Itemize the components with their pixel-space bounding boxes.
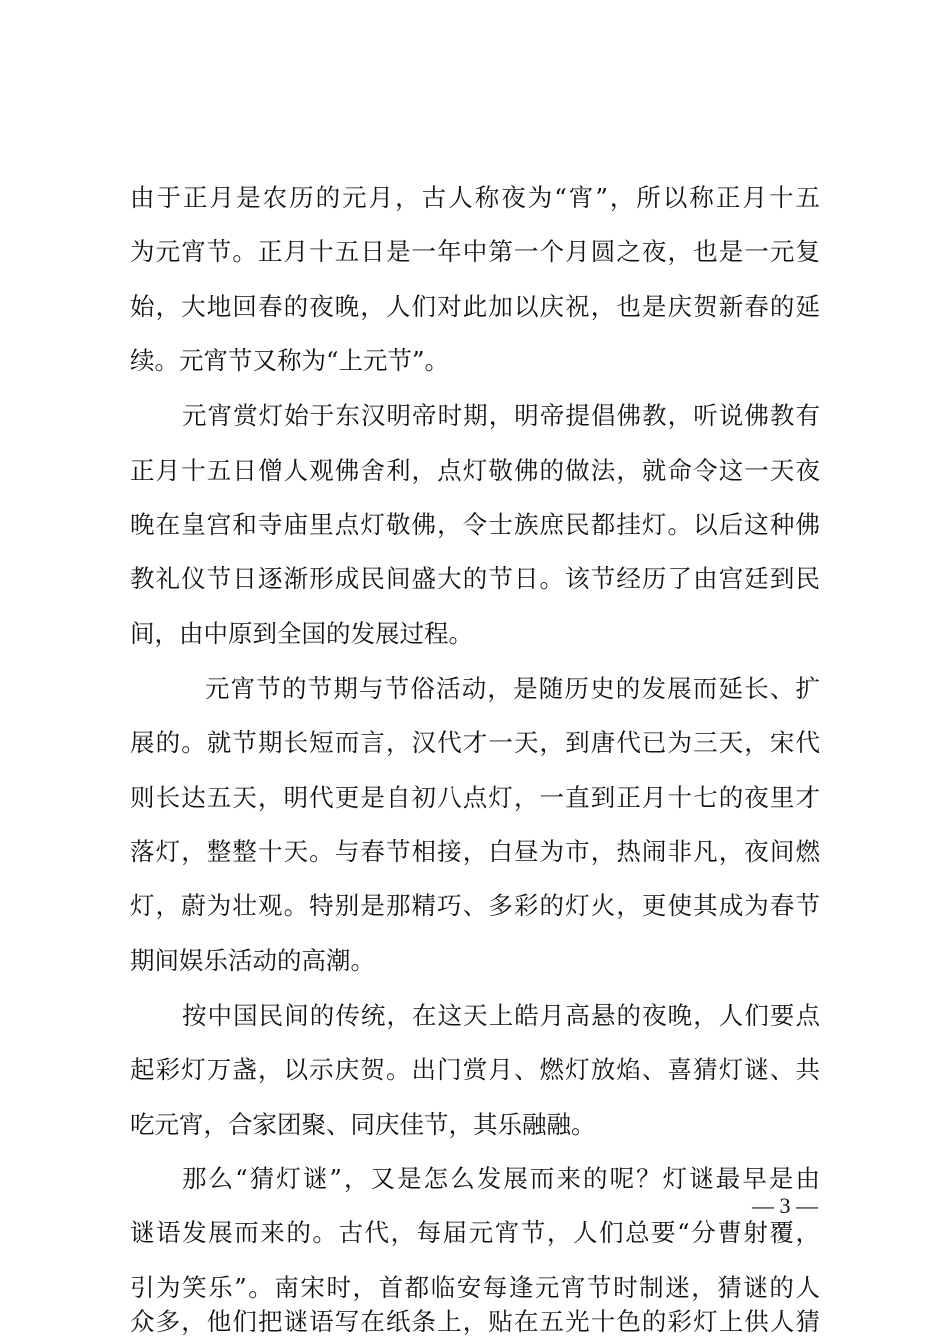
paragraph-5-line-3: 引为笑乐”。南宋时，首都临安每逢元宵节时制迷，猜谜的人 bbox=[130, 1273, 820, 1302]
paragraph-1-line-4: 续。元宵节又称为“上元节”。 bbox=[130, 346, 450, 375]
page-number: — 3 — bbox=[752, 1193, 818, 1218]
paragraph-4-line-3: 吃元宵，合家团聚、同庆佳节，其乐融融。 bbox=[130, 1110, 596, 1139]
paragraph-3-line-1: 元宵节的节期与节俗活动，是随历史的发展而延长、扩 bbox=[205, 674, 820, 703]
paragraph-4-line-1: 按中国民间的传统，在这天上皓月高悬的夜晚，人们要点 bbox=[182, 1001, 820, 1030]
paragraph-3-line-4: 落灯，整整十天。与春节相接，白昼为市，热闹非凡，夜间燃 bbox=[130, 837, 820, 866]
paragraph-3-line-6: 期间娱乐活动的高潮。 bbox=[130, 946, 375, 975]
paragraph-1-line-3: 始，大地回春的夜晚，人们对此加以庆祝，也是庆贺新春的延 bbox=[130, 292, 820, 321]
paragraph-4-line-2: 起彩灯万盏，以示庆贺。出门赏月、燃灯放焰、喜猜灯谜、共 bbox=[130, 1055, 820, 1084]
paragraph-2-line-3: 晚在皇宫和寺庙里点灯敬佛，令士族庶民都挂灯。以后这种佛 bbox=[130, 510, 820, 539]
paragraph-2-line-4: 教礼仪节日逐渐形成民间盛大的节日。该节经历了由宫廷到民 bbox=[130, 564, 820, 593]
paragraph-3-line-5: 灯，蔚为壮观。特别是那精巧、多彩的灯火，更使其成为春节 bbox=[130, 891, 820, 920]
paragraph-5-line-4: 众多，他们把谜语写在纸条上，贴在五光十色的彩灯上供人猜 bbox=[130, 1307, 820, 1336]
paragraph-1-line-2: 为元宵节。正月十五日是一年中第一个月圆之夜，也是一元复 bbox=[130, 237, 820, 266]
paragraph-2-line-2: 正月十五日僧人观佛舍利，点灯敬佛的做法，就命令这一天夜 bbox=[130, 456, 820, 485]
paragraph-1-line-1: 由于正月是农历的元月，古人称夜为“宵”，所以称正月十五 bbox=[130, 183, 820, 212]
paragraph-5-line-1: 那么“猜灯谜”，又是怎么发展而来的呢？灯谜最早是由 bbox=[182, 1164, 820, 1193]
paragraph-5-line-2: 谜语发展而来的。古代，每届元宵节，人们总要“分曹射覆， bbox=[130, 1218, 820, 1247]
paragraph-2-line-1: 元宵赏灯始于东汉明帝时期，明帝提倡佛教，听说佛教有 bbox=[182, 401, 820, 430]
paragraph-3-line-2: 展的。就节期长短而言，汉代才一天，到唐代已为三天，宋代 bbox=[130, 728, 820, 757]
paragraph-3-line-3: 则长达五天，明代更是自初八点灯，一直到正月十七的夜里才 bbox=[130, 783, 820, 812]
paragraph-2-line-5: 间，由中原到全国的发展过程。 bbox=[130, 619, 473, 648]
